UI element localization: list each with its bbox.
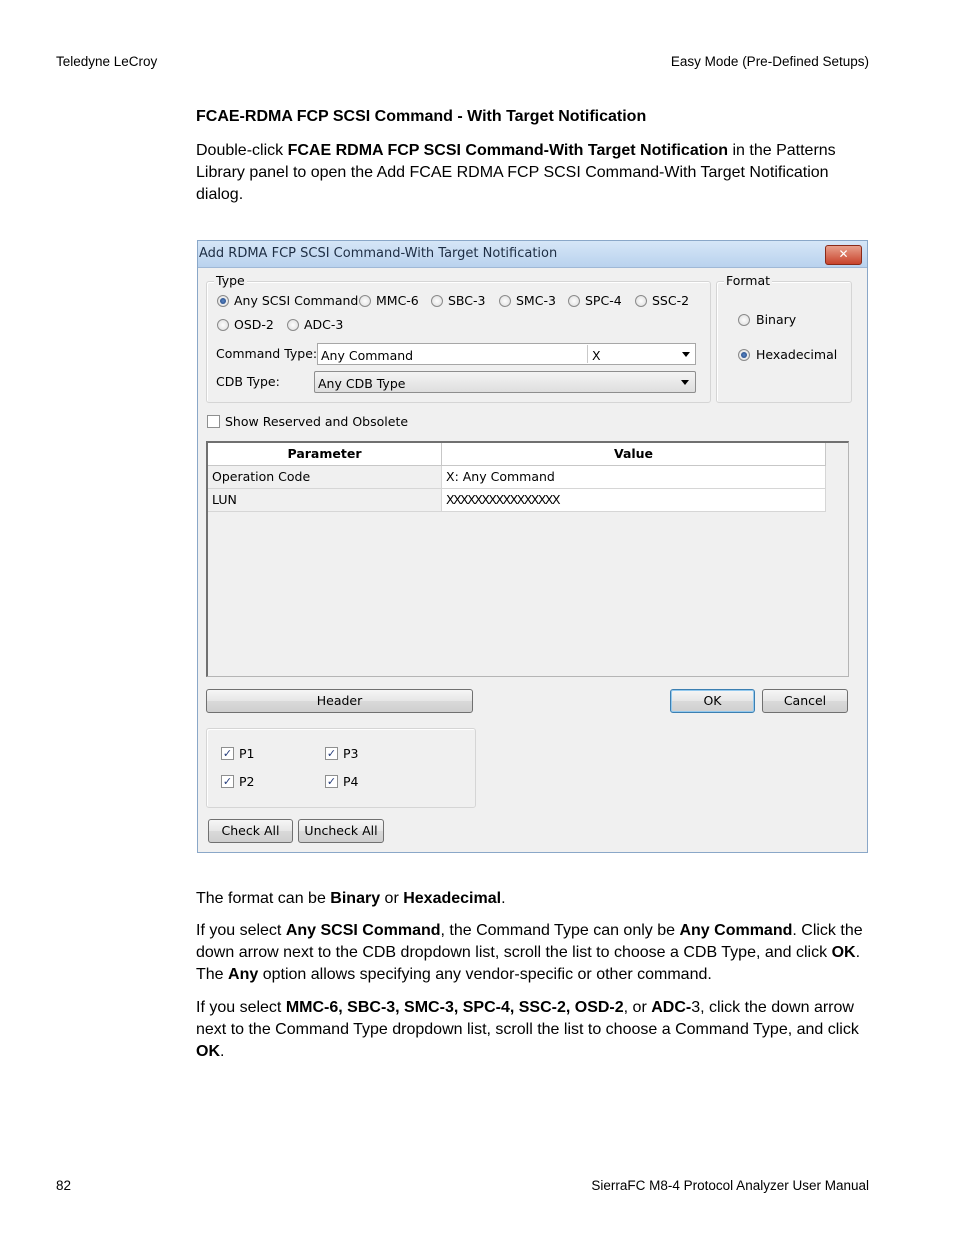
uncheck-all-button[interactable]: Uncheck All (298, 819, 384, 843)
radio-smc-3[interactable] (499, 295, 511, 307)
grid-header-value: Value (442, 443, 826, 466)
port-p3-checkbox[interactable]: ✓ (326, 747, 337, 760)
dialog-titlebar[interactable] (198, 241, 867, 268)
any-scsi-paragraph (196, 920, 868, 986)
radio-adc-3[interactable] (287, 319, 299, 331)
running-footer-manual: SierraFC M8-4 Protocol Analyzer User Manual (591, 1178, 869, 1193)
command-type-combo[interactable] (317, 343, 696, 365)
bold-text: MMC-6, SBC-3, SMC-3, SPC-4, SSC-2, OSD-2 (285, 999, 624, 1016)
text: 3, click the down arrow next to the Command Type dropdown list, scroll the list to choose a Command Type, and click (196, 999, 859, 1038)
grid-header-parameter: Parameter (208, 443, 442, 466)
text: . Click the down arrow next to the CDB dropdown list, scroll the list to choose a CDB Type, and click (196, 922, 863, 961)
page-number: 82 (56, 1178, 72, 1193)
radio-ssc-2-label: SSC-2 (652, 293, 690, 308)
grid-cell-value[interactable]: X: Any Command (442, 466, 826, 489)
check-all-button[interactable]: Check All (208, 819, 293, 843)
radio-hexadecimal-label: Hexadecimal (756, 347, 838, 362)
cdb-type-value: Any CDB Type (318, 376, 406, 391)
intro-bold-1: FCAE RDMA FCP SCSI Command-With Target Notification (287, 142, 729, 159)
close-icon[interactable]: ✕ (825, 245, 862, 265)
mmc-paragraph (196, 997, 868, 1063)
text: or (380, 890, 404, 907)
radio-binary-label: Binary (756, 312, 797, 327)
bold-text: OK (831, 944, 856, 961)
text: option allows specifying any vendor-specific or other command. (258, 966, 712, 983)
port-p4-checkbox[interactable]: ✓ (326, 775, 337, 788)
bold-text: Any (228, 966, 259, 983)
radio-osd-2[interactable] (217, 319, 229, 331)
radio-osd-2-label: OSD-2 (234, 317, 274, 332)
bold-text: Binary (330, 890, 381, 907)
running-header-right: Easy Mode (Pre-Defined Setups) (670, 54, 869, 69)
text: If you select (196, 922, 286, 939)
radio-binary[interactable] (738, 314, 750, 326)
type-group-label: Type (216, 273, 245, 288)
text: . (501, 890, 506, 907)
port-p3-label: P3 (343, 746, 359, 761)
chevron-down-icon[interactable] (682, 352, 690, 357)
text: , or (623, 999, 652, 1016)
port-p2-label: P2 (239, 774, 255, 789)
radio-spc-4-label: SPC-4 (585, 293, 622, 308)
command-type-code: X (592, 348, 601, 363)
grid-cell-parameter: Operation Code (208, 466, 442, 489)
cdb-type-label: CDB Type: (216, 374, 280, 389)
format-group-label: Format (726, 273, 771, 288)
grid-cell-parameter: LUN (208, 489, 442, 512)
header-button[interactable]: Header (206, 689, 473, 713)
text: . (220, 1043, 225, 1060)
text: If you select (196, 999, 286, 1016)
section-title: FCAE-RDMA FCP SCSI Command - With Target Notification (196, 108, 647, 125)
command-type-label: Command Type: (216, 346, 318, 361)
grid-cell-value[interactable]: XXXXXXXXXXXXXXXX (442, 489, 826, 512)
bold-text: Hexadecimal (403, 890, 502, 907)
radio-mmc-6[interactable] (359, 295, 371, 307)
radio-mmc-6-label: MMC-6 (376, 293, 419, 308)
intro-paragraph (196, 140, 868, 206)
intro-text-2: in the Patterns Library panel to open the Add FCAE RDMA FCP SCSI Command-With Target Notification dialog. (196, 142, 836, 203)
show-reserved-checkbox[interactable] (207, 415, 220, 428)
running-header-left: Teledyne LeCroy (56, 54, 158, 69)
radio-spc-4[interactable] (568, 295, 580, 307)
radio-smc-3-label: SMC-3 (516, 293, 556, 308)
format-paragraph (196, 888, 868, 910)
radio-any-scsi-command-label: Any SCSI Command (234, 293, 359, 308)
radio-sbc-3[interactable] (431, 295, 443, 307)
add-rdma-dialog (197, 240, 868, 853)
format-groupbox (716, 281, 852, 403)
port-p2-checkbox[interactable]: ✓ (222, 775, 233, 788)
bold-text: Any SCSI Command (285, 922, 441, 939)
radio-ssc-2[interactable] (635, 295, 647, 307)
text: . The (196, 944, 861, 983)
port-p1-checkbox[interactable]: ✓ (222, 747, 233, 760)
bold-text: ADC- (651, 999, 692, 1016)
radio-adc-3-label: ADC-3 (304, 317, 344, 332)
chevron-down-icon[interactable] (681, 380, 689, 385)
text: The format can be (196, 890, 331, 907)
intro-text-1: Double-click (196, 142, 288, 159)
port-p4-label: P4 (343, 774, 359, 789)
dialog-title: Add RDMA FCP SCSI Command-With Target Notification (199, 246, 558, 261)
cdb-type-combo[interactable] (314, 371, 696, 393)
cancel-button[interactable]: Cancel (762, 689, 848, 713)
text: , the Command Type can only be (440, 922, 680, 939)
show-reserved-label: Show Reserved and Obsolete (225, 414, 409, 429)
port-p1-label: P1 (239, 746, 255, 761)
parameter-grid[interactable] (206, 441, 849, 677)
ports-groupbox (206, 728, 476, 808)
radio-hexadecimal[interactable] (738, 349, 750, 361)
radio-sbc-3-label: SBC-3 (448, 293, 486, 308)
bold-text: Any Command (679, 922, 793, 939)
radio-any-scsi-command[interactable] (217, 295, 229, 307)
bold-text: OK (196, 1043, 220, 1060)
ok-button[interactable]: OK (670, 689, 755, 713)
command-type-value: Any Command (321, 348, 414, 363)
